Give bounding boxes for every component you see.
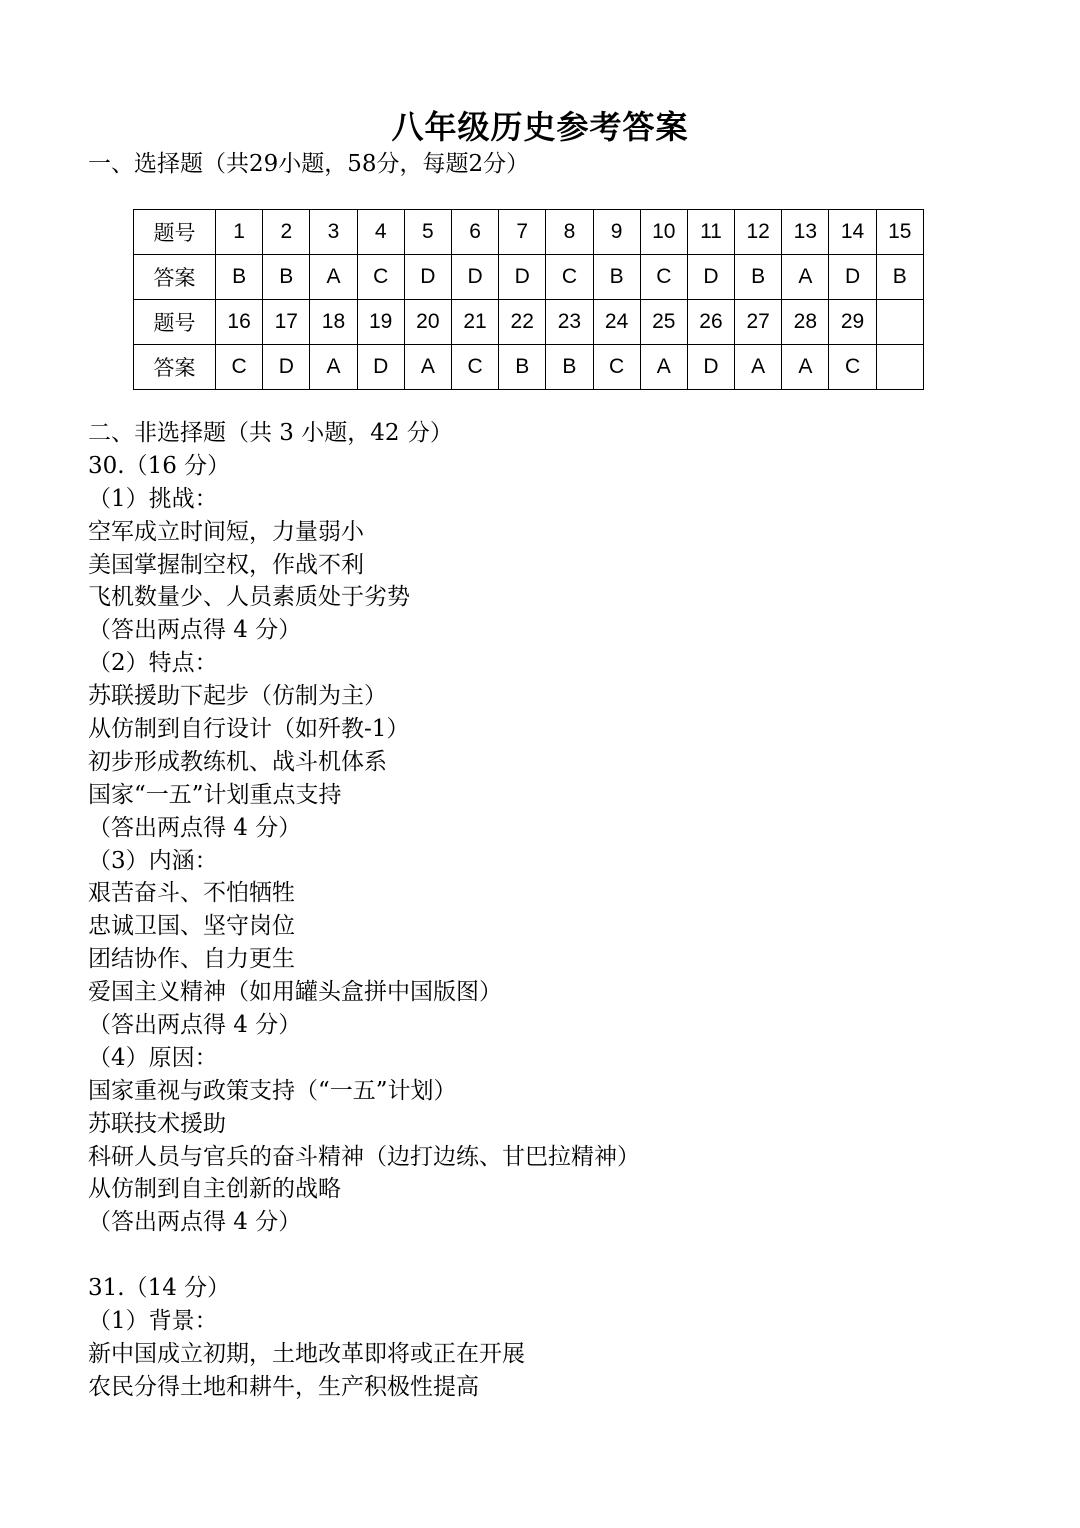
question-number-cell: 3: [310, 210, 357, 255]
answer-cell: B: [216, 255, 263, 300]
answer-cell: B: [593, 255, 640, 300]
question-number-cell: 12: [735, 210, 782, 255]
answer-cell: D: [357, 345, 404, 390]
answer-text-line: 爱国主义精神（如用罐头盒拼中国版图）: [88, 979, 502, 1006]
answer-cell: [876, 345, 923, 390]
answer-text-line: 31.（14 分）: [88, 1275, 231, 1302]
answer-cell: C: [451, 345, 498, 390]
row-label-question-number: 题号: [134, 300, 216, 345]
answer-cell: C: [640, 255, 687, 300]
question-number-cell: 14: [829, 210, 876, 255]
question-number-cell: 22: [499, 300, 546, 345]
question-number-cell: 8: [546, 210, 593, 255]
question-number-cell: 10: [640, 210, 687, 255]
answer-text-line: （3）内涵：: [88, 847, 218, 874]
answer-text-line: 科研人员与官兵的奋斗精神（边打边练、甘巴拉精神）: [88, 1143, 640, 1170]
answer-cell: B: [735, 255, 782, 300]
answer-text-line: （答出两点得 4 分）: [88, 1209, 302, 1236]
answer-text-line: 新中国成立初期，土地改革即将或正在开展: [88, 1340, 525, 1367]
question-number-cell: 11: [687, 210, 734, 255]
answer-text-line: 艰苦奋斗、不怕牺牲: [88, 880, 295, 907]
question-number-cell: 19: [357, 300, 404, 345]
question-number-cell: 4: [357, 210, 404, 255]
answer-text-line: （答出两点得 4 分）: [88, 1012, 302, 1039]
question-number-cell: 18: [310, 300, 357, 345]
answer-cell: A: [310, 255, 357, 300]
answer-cell: D: [263, 345, 310, 390]
answer-cell: D: [404, 255, 451, 300]
question-number-cell: 16: [216, 300, 263, 345]
section-heading-multiple-choice: 一、选择题（共29小题，58分，每题2分）: [88, 151, 530, 177]
answer-cell: A: [782, 255, 829, 300]
table-row-question-numbers: [134, 210, 924, 255]
answer-text-line: 苏联技术援助: [88, 1110, 226, 1137]
answer-cell: D: [499, 255, 546, 300]
answer-text-line: （2）特点：: [88, 650, 218, 677]
answer-text-line: 初步形成教练机、战斗机体系: [88, 748, 387, 775]
answer-text-line: 苏联援助下起步（仿制为主）: [88, 683, 387, 710]
answer-text-line: （1）背景：: [88, 1308, 218, 1335]
question-number-cell: 6: [451, 210, 498, 255]
answer-text-line: 忠诚卫国、坚守岗位: [88, 913, 295, 940]
answer-text-line: 美国掌握制空权，作战不利: [88, 551, 364, 578]
question-number-cell: 2: [263, 210, 310, 255]
answer-cell: B: [263, 255, 310, 300]
answer-cell: A: [404, 345, 451, 390]
question-number-cell: 20: [404, 300, 451, 345]
table-row-answers: [134, 345, 924, 390]
answer-text-line: 飞机数量少、人员素质处于劣势: [88, 584, 410, 611]
answer-text-line: 空军成立时间短，力量弱小: [88, 518, 364, 545]
question-number-cell: 17: [263, 300, 310, 345]
answer-cell: B: [546, 345, 593, 390]
row-label-answer: 答案: [134, 345, 216, 390]
answer-cell: B: [499, 345, 546, 390]
answer-text-line: 从仿制到自行设计（如歼教-1）: [88, 716, 410, 743]
question-number-cell: 25: [640, 300, 687, 345]
answer-text-line: 国家重视与政策支持（“一五”计划）: [88, 1077, 457, 1104]
answer-cell: A: [640, 345, 687, 390]
answer-cell: A: [735, 345, 782, 390]
non-choice-answers: [88, 417, 1048, 1404]
row-label-question-number: 题号: [134, 210, 216, 255]
answer-text-line: 30.（16 分）: [88, 452, 231, 479]
question-number-cell: 15: [876, 210, 923, 255]
question-number-cell: 7: [499, 210, 546, 255]
table-row-question-numbers: [134, 300, 924, 345]
table-row-answers: [134, 255, 924, 300]
question-number-cell: 13: [782, 210, 829, 255]
answer-cell: A: [310, 345, 357, 390]
answer-text-line: （1）挑战：: [88, 485, 218, 512]
answer-cell: D: [687, 255, 734, 300]
answer-cell: B: [876, 255, 923, 300]
question-number-cell: 23: [546, 300, 593, 345]
answer-text-line: （答出两点得 4 分）: [88, 814, 302, 841]
question-number-cell: 21: [451, 300, 498, 345]
answer-text-line: 从仿制到自主创新的战略: [88, 1176, 341, 1203]
answer-text-line: 团结协作、自力更生: [88, 946, 295, 973]
question-number-cell: 29: [829, 300, 876, 345]
answer-cell: C: [357, 255, 404, 300]
answer-table: [133, 209, 924, 390]
row-label-answer: 答案: [134, 255, 216, 300]
page-title: 八年级历史参考答案: [391, 108, 689, 146]
answer-text-line: 国家“一五”计划重点支持: [88, 781, 342, 808]
answer-cell: C: [829, 345, 876, 390]
answer-text-line: （答出两点得 4 分）: [88, 617, 302, 644]
question-number-cell: 9: [593, 210, 640, 255]
question-number-cell: [876, 300, 923, 345]
blank-line: [88, 1239, 1048, 1272]
question-number-cell: 24: [593, 300, 640, 345]
answer-text-line: 农民分得土地和耕牛，生产积极性提高: [88, 1373, 479, 1400]
question-number-cell: 26: [687, 300, 734, 345]
answer-cell: D: [451, 255, 498, 300]
answer-cell: C: [593, 345, 640, 390]
question-number-cell: 1: [216, 210, 263, 255]
question-number-cell: 28: [782, 300, 829, 345]
answer-cell: A: [782, 345, 829, 390]
answer-text-line: 二、非选择题（共 3 小题，42 分）: [88, 420, 453, 446]
answer-cell: C: [546, 255, 593, 300]
answer-text-line: （4）原因：: [88, 1044, 218, 1071]
question-number-cell: 27: [735, 300, 782, 345]
question-number-cell: 5: [404, 210, 451, 255]
answer-cell: D: [829, 255, 876, 300]
answer-cell: C: [216, 345, 263, 390]
answer-cell: D: [687, 345, 734, 390]
